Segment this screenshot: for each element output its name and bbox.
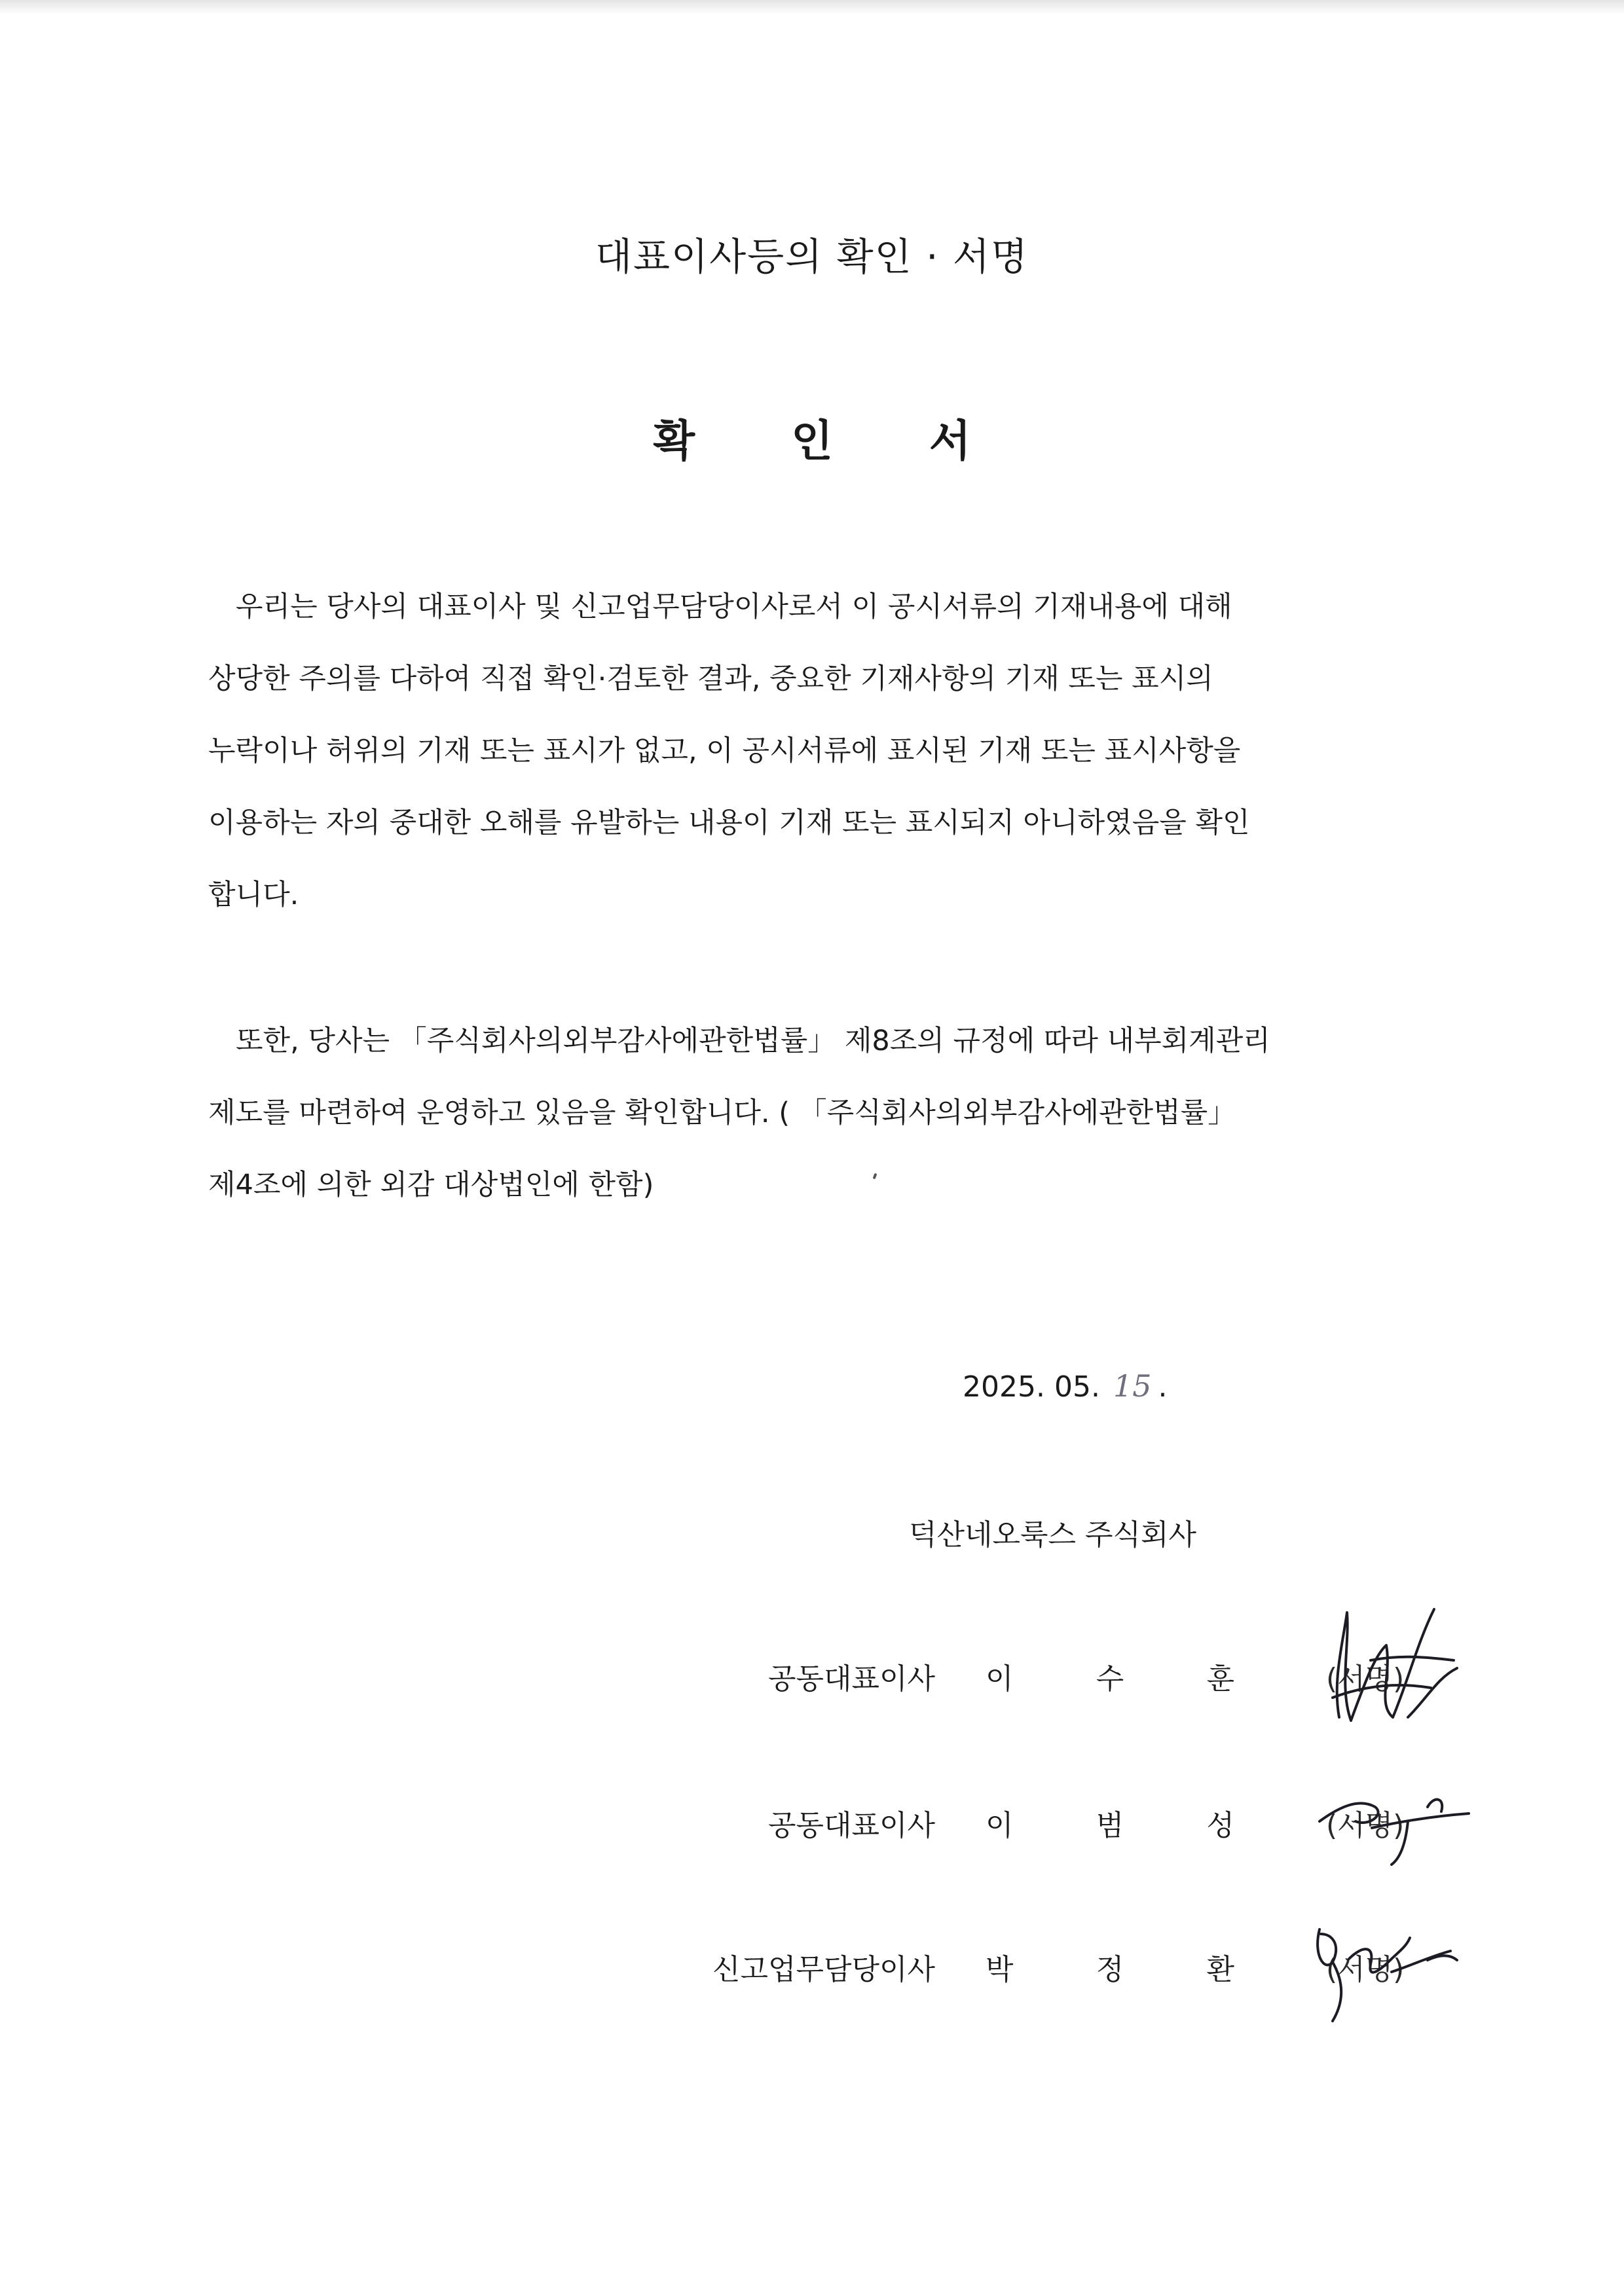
paragraph-line: 합니다. [208,879,299,911]
signatory-row [0,1802,1624,1874]
signatory-row [0,1655,1624,1727]
name-char: 이 [986,1809,1014,1842]
sign-placeholder-label: (서명) [1326,1662,1405,1696]
name-char: 박 [986,1953,1014,1986]
paragraph-line: 제4조에 의한 외감 대상법인에 한함) [208,1169,654,1201]
body-paragraph-1 [208,571,1387,931]
page-heading: 대표이사등의 확인 · 서명 [595,234,1029,279]
signatory-role: 공동대표이사 [767,1662,935,1696]
name-char: 정 [1096,1953,1124,1986]
paragraph-line: 이용하는 자의 중대한 오해를 유발하는 내용이 기재 또는 표시되지 아니하였음을 확인 [208,807,1250,839]
signatory-row [0,1946,1624,2018]
signatory-role: 신고업무담당이사 [712,1953,935,1986]
date-printed: 2025. 05. [963,1370,1100,1404]
body-paragraph-2 [208,1005,1387,1221]
sign-placeholder-label: (서명) [1326,1809,1405,1842]
name-char: 성 [1206,1809,1234,1842]
name-char: 환 [1206,1953,1234,1986]
paragraph-line: 누락이나 허위의 기재 또는 표시가 없고, 이 공시서류에 표시된 기재 또는 표시사항을 [208,735,1241,767]
handwritten-signature [1293,1583,1483,1747]
paragraph-line: 또한, 당사는 「주식회사의외부감사에관한법률」 제8조의 규정에 따라 내부회계관리 [236,1025,1270,1057]
signatory-name [986,1655,1234,1697]
sign-placeholder-label: (서명) [1326,1953,1405,1986]
document-date [963,1368,1167,1404]
paragraph-line: 우리는 당사의 대표이사 및 신고업무담당이사로서 이 공시서류의 기재내용에 대해 [236,591,1232,623]
date-handwritten-day: 15 [1113,1368,1152,1404]
paragraph-line: 제도를 마련하여 운영하고 있음을 확인합니다. ( 「주식회사의외부감사에관한법률」 [208,1097,1236,1129]
handwritten-signature [1293,1874,1483,2037]
date-trailing-dot: . [1158,1370,1168,1404]
document-title: 확 인 서 [653,416,1012,466]
name-char: 훈 [1206,1662,1234,1696]
company-name: 덕산네오룩스 주식회사 [909,1518,1197,1552]
signatory-name [986,1946,1234,1988]
name-char: 범 [1096,1809,1124,1842]
signatory-role: 공동대표이사 [767,1809,935,1842]
handwritten-signature [1293,1730,1483,1893]
paragraph-line: 상당한 주의를 다하여 직접 확인·검토한 결과, 중요한 기재사항의 기재 또는 표시의 [208,663,1213,695]
name-char: 수 [1096,1662,1124,1696]
signatory-name [986,1802,1234,1844]
name-char: 이 [986,1662,1014,1696]
